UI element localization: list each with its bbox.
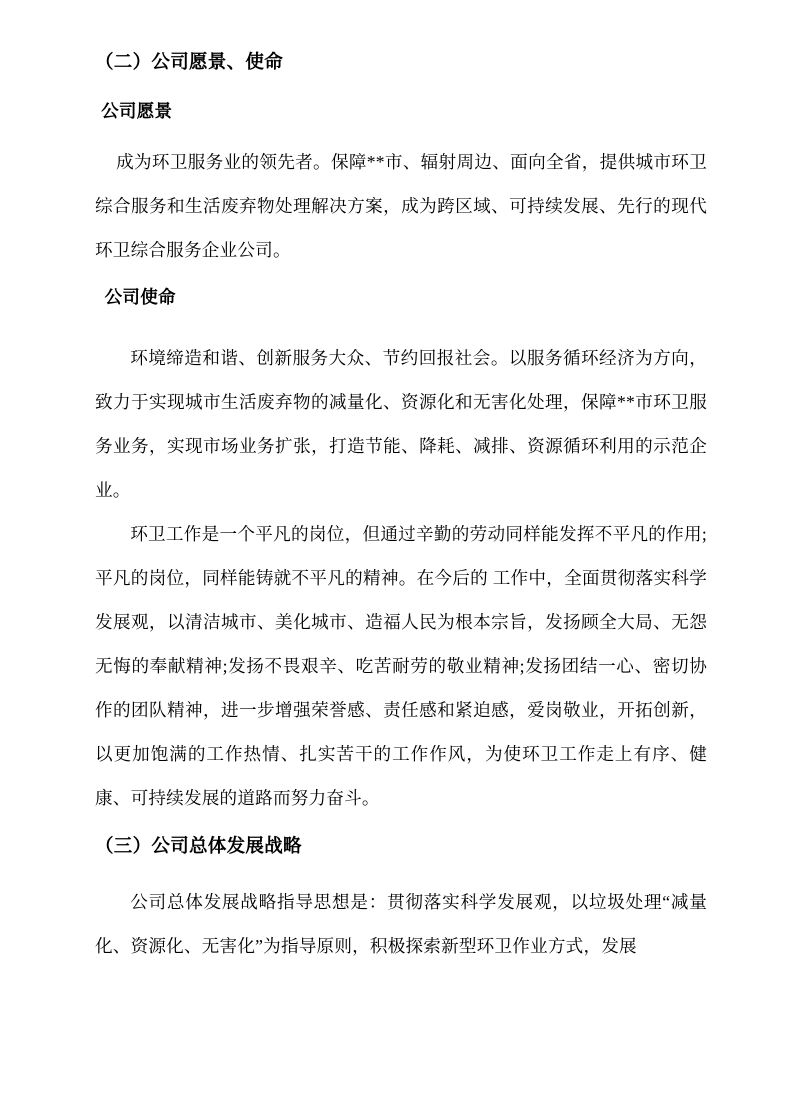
paragraph-company-mission-1: 环境缔造和谐、创新服务大众、节约回报社会。以服务循环经济为方向，致力于实现城市生活废弃物的减量化、资源化和无害化处理，保障**市环卫服务业务，实现市场业务扩张，打造节能、降耗、减排、资源循环利用的示范企业。: [95, 348, 707, 501]
paragraph-company-mission-2: 环卫工作是一个平凡的岗位，但通过辛勤的劳动同样能发挥不平凡的作用;平凡的岗位，同样能铸就不平凡的精神。在今后的 工作中，全面贯彻落实科学发展观，以清洁城市、美化城市、造福人民为根本宗旨，发扬顾全大局、无怨无悔的奉献精神;发扬不畏艰辛、吃苦耐劳的敬业精神;发扬团结一心、密切协作的团队精神，进一步增强荣誉感、责任感和紧迫感，爱岗敬业，开拓创新，以更加饱满的工作热情、扎实苦干的工作作风，为使环卫工作走上有序、健康、可持续发展的道路而努力奋斗。: [95, 524, 707, 809]
paragraph-overall-strategy-1: 公司总体发展战略指导思想是：贯彻落实科学发展观，以垃圾处理“减量化、资源化、无害化”为指导原则，积极探索新型环卫作业方式，发展: [95, 892, 707, 956]
paragraph-company-vision: 成为环卫服务业的领先者。保障**市、辐射周边、面向全省，提供城市环卫综合服务和生活废弃物处理解决方案，成为跨区域、可持续发展、先行的现代环卫综合服务企业公司。: [95, 152, 707, 260]
subheading-company-mission: 公司使命: [104, 287, 176, 307]
section-heading-overall-strategy: （三）公司总体发展战略: [95, 835, 302, 857]
document-body: [95, 48, 707, 968]
section-heading-vision-mission: （二）公司愿景、使命: [95, 51, 284, 72]
subheading-company-vision: 公司愿景: [101, 100, 173, 121]
